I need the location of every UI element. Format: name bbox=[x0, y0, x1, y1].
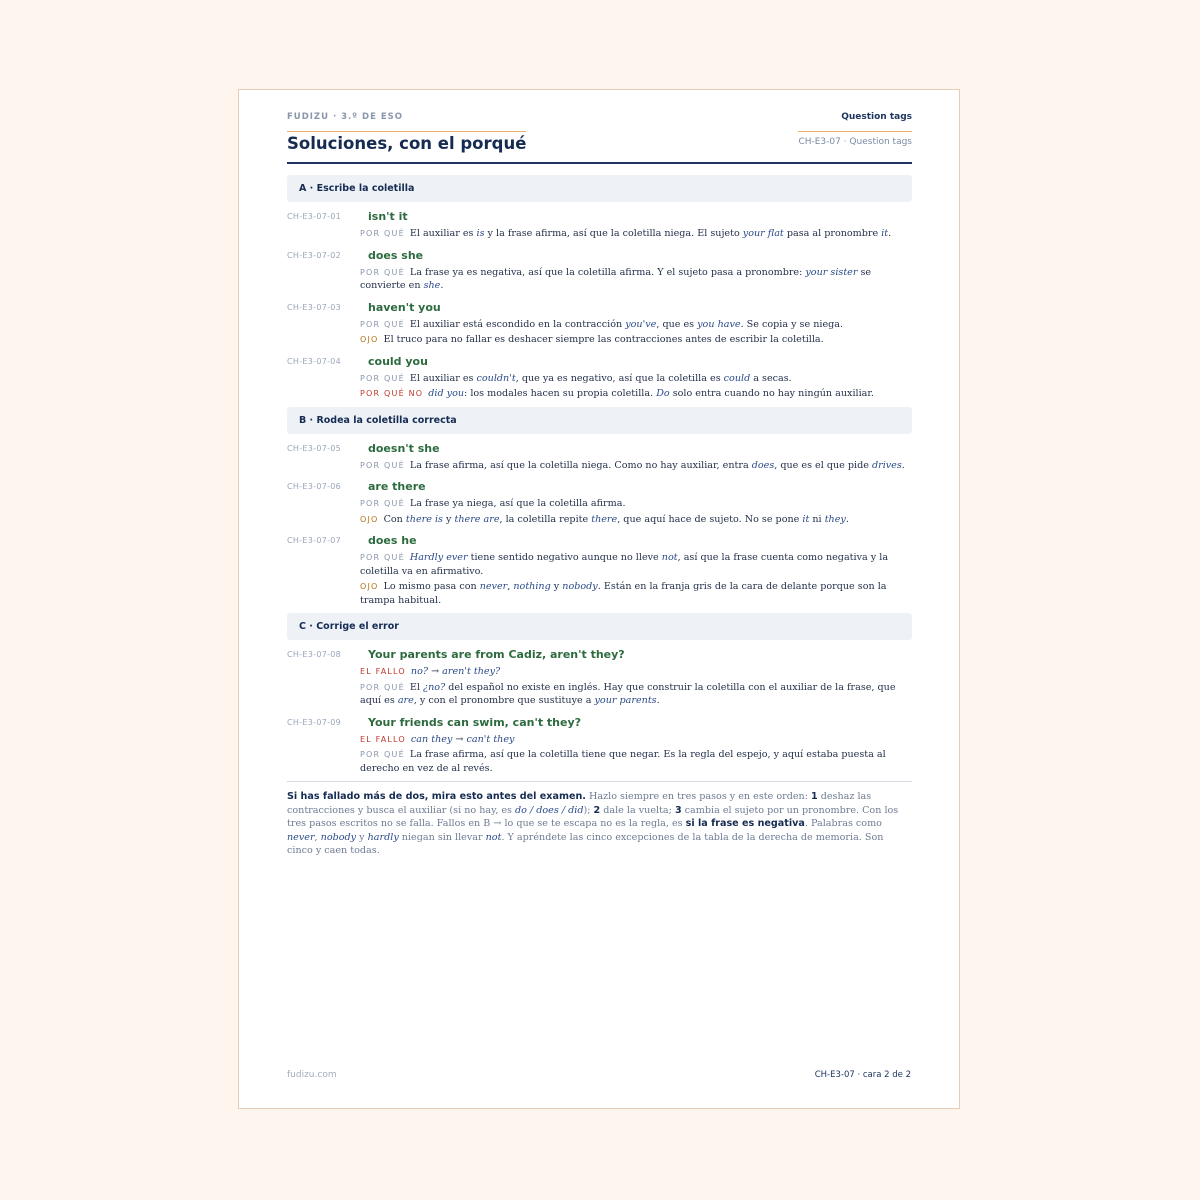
emphasis-text: Hardly ever bbox=[409, 552, 468, 563]
answer-item bbox=[287, 532, 912, 607]
answer-item bbox=[287, 440, 912, 473]
emphasis-text: you've bbox=[625, 318, 657, 330]
answer-text: isn't it bbox=[368, 210, 408, 223]
why-line-tag: POR QUÉ bbox=[360, 373, 405, 383]
answer-item bbox=[287, 353, 912, 401]
emphasis-text: they bbox=[824, 513, 846, 525]
why-line: POR QUÉ La frase ya niega, así que la coletilla afirma. bbox=[360, 498, 626, 509]
emphasis-text: your sister bbox=[805, 266, 858, 278]
emphasis-text: nothing bbox=[513, 581, 551, 592]
emphasis-text: never bbox=[287, 831, 315, 843]
answer-item bbox=[287, 646, 912, 708]
emphasis-text: your parents bbox=[594, 695, 657, 706]
fallo-line-tag: EL FALLO bbox=[360, 734, 406, 744]
why-line: POR QUÉ La frase afirma, así que la coletilla niega. Como no hay auxiliar, entra does, que es el que pide drives. bbox=[360, 459, 905, 471]
emphasis-text: she bbox=[423, 280, 441, 291]
section-header: B · Rodea la coletilla correcta bbox=[287, 407, 912, 434]
item-code: CH-E3-07-07 bbox=[287, 536, 342, 545]
sheet-code: CH-E3-07 · Question tags bbox=[798, 131, 912, 147]
item-code: CH-E3-07-02 bbox=[287, 250, 342, 260]
item-code: CH-E3-07-05 bbox=[287, 443, 342, 453]
why-line-tag: POR QUÉ bbox=[360, 750, 405, 759]
emphasis-text: hardly bbox=[367, 831, 399, 843]
emphasis-text: ¿no? bbox=[422, 681, 446, 693]
emphasis-text: do / does / did bbox=[515, 804, 584, 816]
topic-label: Question tags bbox=[841, 112, 912, 122]
emphasis-text: no? bbox=[410, 666, 429, 677]
why-line-tag: POR QUÉ bbox=[360, 499, 405, 508]
bold-text: si la frase es negativa bbox=[685, 818, 805, 830]
worksheet-page bbox=[238, 89, 960, 1109]
section-a bbox=[287, 175, 912, 401]
footer-page: CH-E3-07 · cara 2 de 2 bbox=[814, 1070, 911, 1080]
why-line: POR QUÉ El auxiliar está escondido en la contracción you've, que es you have. Se copia y se niega. bbox=[360, 318, 844, 330]
section-items bbox=[287, 440, 912, 608]
section-header: A · Escribe la coletilla bbox=[287, 175, 912, 202]
item-code: CH-E3-07-04 bbox=[287, 356, 342, 366]
ojo-line-tag: OJO bbox=[360, 582, 379, 591]
bold-text: 1 bbox=[811, 791, 818, 802]
section-header: C · Corrige el error bbox=[287, 613, 912, 640]
bold-text: 2 bbox=[593, 804, 601, 816]
emphasis-text: couldn't bbox=[476, 372, 516, 384]
emphasis-text: can they bbox=[410, 733, 453, 745]
answer-text: Your friends can swim, can't they? bbox=[368, 715, 582, 729]
emphasis-text: drives bbox=[871, 459, 902, 471]
item-code: CH-E3-07-09 bbox=[287, 717, 342, 727]
emphasis-text: did you bbox=[428, 388, 465, 399]
emphasis-text: are bbox=[397, 695, 414, 706]
emphasis-text: Do bbox=[656, 388, 670, 399]
answer-text: doesn't she bbox=[368, 441, 440, 455]
fallo-line: EL FALLO can they → can't they bbox=[360, 733, 515, 745]
why-line-tag: POR QUÉ bbox=[360, 229, 405, 238]
why-not-line: POR QUÉ NO did you: los modales hacen su propia coletilla. Do solo entra cuando no hay ningún auxiliar. bbox=[360, 388, 874, 399]
answer-item bbox=[287, 714, 912, 776]
item-code: CH-E3-07-06 bbox=[287, 482, 342, 491]
why-line-tag: POR QUÉ bbox=[360, 682, 405, 692]
emphasis-text: is bbox=[476, 228, 485, 239]
why-not-line-tag: POR QUÉ NO bbox=[360, 389, 424, 398]
answer-text: does she bbox=[368, 248, 424, 262]
emphasis-text: you have bbox=[697, 318, 741, 330]
ojo-line: OJO Con there is y there are, la coletilla repite there, que aquí hace de sujeto. No se pone it ni they. bbox=[360, 513, 849, 525]
answer-item bbox=[287, 247, 912, 293]
why-line: POR QUÉ La frase afirma, así que la coletilla tiene que negar. Es la regla del espejo, y aquí estaba puesta al derecho en vez de al revés. bbox=[360, 749, 886, 774]
section-items bbox=[287, 208, 912, 401]
bold-text: 3 bbox=[674, 804, 682, 816]
why-line-tag: POR QUÉ bbox=[360, 267, 405, 277]
footer-site: fudizu.com bbox=[287, 1070, 337, 1080]
answer-text: could you bbox=[368, 354, 428, 368]
brand-label: FUDIZU · 3.º DE ESO bbox=[287, 112, 404, 122]
answer-text: haven't you bbox=[368, 300, 441, 314]
section-items bbox=[287, 646, 912, 775]
emphasis-text: not bbox=[485, 831, 502, 843]
page-content bbox=[287, 110, 912, 858]
ojo-line: OJO El truco para no fallar es deshacer siempre las contracciones antes de escribir la coletilla. bbox=[360, 334, 824, 345]
answer-text: Your parents are from Cadiz, aren't they? bbox=[368, 648, 625, 661]
page-header bbox=[287, 110, 912, 162]
answer-item bbox=[287, 299, 912, 347]
emphasis-text: aren't they? bbox=[442, 666, 501, 677]
bold-text: Si has fallado más de dos, mira esto antes del examen. bbox=[287, 791, 586, 802]
emphasis-text: it bbox=[802, 513, 810, 525]
fallo-line-tag: EL FALLO bbox=[360, 667, 406, 676]
answer-text: does he bbox=[368, 534, 417, 547]
why-line-tag: POR QUÉ bbox=[360, 553, 405, 562]
ojo-line-tag: OJO bbox=[360, 335, 379, 344]
emphasis-text: it bbox=[881, 228, 889, 239]
why-line-tag: POR QUÉ bbox=[360, 460, 405, 470]
emphasis-text: never bbox=[479, 581, 508, 592]
emphasis-text: not bbox=[661, 552, 678, 563]
item-code: CH-E3-07-03 bbox=[287, 302, 342, 312]
emphasis-text: nobody bbox=[320, 831, 357, 843]
header-divider bbox=[287, 162, 912, 164]
emphasis-text: can't they bbox=[466, 733, 515, 745]
study-note: Si has fallado más de dos, mira esto antes del examen. Hazlo siempre en tres pasos y en este orden: 1 deshaz las contracciones y busca el auxiliar (si no hay, es do / does / did); 2 dale la vuelta; 3 cambia el sujeto por un pronombre. Con los tres pasos escritos no se falla. Fallos en B → lo que se te escapa no es la regla, es si la frase es negativa. Palabras como never, nobody y hardly niegan sin llevar not. Y apréndete las cinco excepciones de la tabla de la derecha de memoria. Son cinco y caen todas. bbox=[287, 791, 899, 857]
emphasis-text: could bbox=[723, 372, 751, 384]
why-line: POR QUÉ El auxiliar es couldn't, que ya es negativo, así que la coletilla es could a secas. bbox=[360, 372, 792, 384]
emphasis-text: there are bbox=[454, 513, 500, 525]
section-b bbox=[287, 407, 912, 608]
answer-item bbox=[287, 208, 912, 241]
emphasis-text: there is bbox=[405, 513, 443, 525]
answer-item bbox=[287, 478, 912, 526]
emphasis-text: your flat bbox=[742, 228, 784, 239]
why-line: POR QUÉ El ¿no? del español no existe en inglés. Hay que construir la coletilla con el auxiliar de la frase, que aquí es are, y con el pronombre que sustituye a your parents. bbox=[360, 681, 896, 706]
why-line: POR QUÉ Hardly ever tiene sentido negativo aunque no lleve not, así que la frase cuenta como negativa y la coletilla va en afirmativo. bbox=[360, 552, 889, 577]
why-line: POR QUÉ El auxiliar es is y la frase afirma, así que la coletilla niega. El sujeto your flat pasa al pronombre it. bbox=[360, 228, 892, 239]
emphasis-text: there bbox=[591, 513, 618, 525]
note-divider bbox=[287, 781, 912, 782]
item-code: CH-E3-07-08 bbox=[287, 650, 342, 659]
ojo-line: OJO Lo mismo pasa con never, nothing y nobody. Están en la franja gris de la cara de delante porque son la trampa habitual. bbox=[360, 581, 887, 606]
page-title: Soluciones, con el porqué bbox=[287, 131, 526, 153]
section-c bbox=[287, 613, 912, 775]
why-line: POR QUÉ La frase ya es negativa, así que la coletilla afirma. Y el sujeto pasa a pronombre: your sister se convierte en she. bbox=[360, 266, 872, 291]
why-line-tag: POR QUÉ bbox=[360, 319, 405, 329]
answer-text: are there bbox=[368, 480, 426, 493]
ojo-line-tag: OJO bbox=[360, 514, 379, 524]
emphasis-text: does bbox=[751, 459, 775, 471]
emphasis-text: nobody bbox=[562, 581, 598, 592]
fallo-line: EL FALLO no? → aren't they? bbox=[360, 666, 501, 677]
item-code: CH-E3-07-01 bbox=[287, 212, 342, 221]
